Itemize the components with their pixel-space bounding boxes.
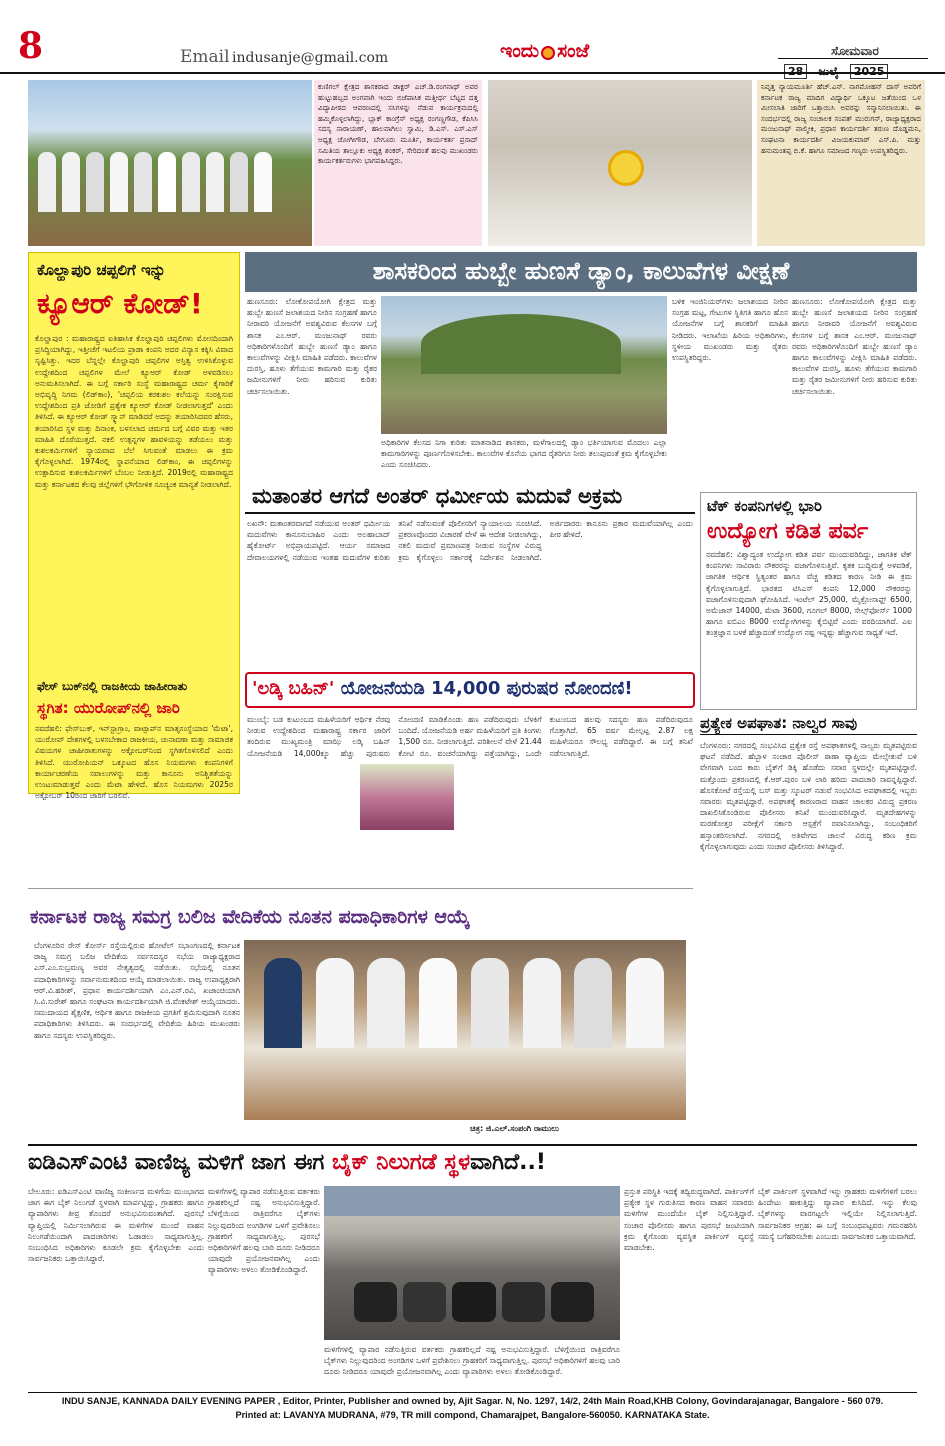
logo-sun-icon	[541, 46, 555, 60]
ladki-body: ಮುಂಬೈ: ಬಡ ಕುಟುಂಬದ ಮಹಿಳೆಯರಿಗೆ ಆರ್ಥಿಕ ನೆರವು ನೀಡುವ ಉದ್ದೇಶದಿಂದ ಮಹಾರಾಷ್ಟ್ರ ಸರ್ಕಾರ ಜಾರಿಗೆ ತಂದಿರುವ ಮುಖ್ಯಮಂತ್ರಿ ಮಾಝಿ ಲಡ್ಕಿ ಬಹಿನ್ ಯೋಜನೆಯಡಿ 14,000ಕ್ಕೂ ಹೆಚ್ಚು ಪುರುಷರು ನೋಂದಣಿ ಮಾಡಿಕೊಂಡು ಹಣ ಪಡೆದಿರುವುದು ಬೆಳಕಿಗೆ ಬಂದಿದೆ. ಯೋಜನೆಯಡಿ ಅರ್ಹ ಮಹಿಳೆಯರಿಗೆ ಪ್ರತಿ ತಿಂಗಳು 1,500 ರೂ. ನೀಡಲಾಗುತ್ತಿದೆ. ಪರಿಶೀಲನೆ ವೇಳೆ 21.44 ಕೋಟಿ ರೂ. ವಂಚನೆಯಾಗಿದ್ದು ಪತ್ತೆಯಾಗಿದ್ದು, ಒಂದೇ ಕುಟುಂಬದ ಹಲವು ಸದಸ್ಯರು ಹಣ ಪಡೆದಿರುವುದೂ ಗೊತ್ತಾಗಿದೆ. 65 ವರ್ಷ ಮೇಲ್ಪಟ್ಟ 2.87 ಲಕ್ಷ ಮಹಿಳೆಯರೂ ಸೌಲಭ್ಯ ಪಡೆದಿದ್ದಾರೆ. ಈ ಬಗ್ಗೆ ತನಿಖೆ ನಡೆಸಲಾಗುತ್ತಿದೆ.	[247, 715, 693, 758]
bottom-market-photo	[324, 1186, 620, 1340]
ladki-headline	[252, 678, 692, 699]
bottom-col3: ಮಳಿಗೆಗಳಲ್ಲಿ ವ್ಯಾಪಾರ ನಡೆಸುತ್ತಿರುವ ವರ್ತಕರು ಗ್ರಾಹಕರಿಲ್ಲದೆ ನಷ್ಟ ಅನುಭವಿಸುತ್ತಿದ್ದಾರೆ. ಬೆಳಿಗ್ಗೆಯಿಂದ ರಾತ್ರಿವರೆಗೂ ಬೈಕ್‌ಗಳು ನಿಲ್ಲುವುದರಿಂದ ಅಂಗಡಿಗಳ ಒಳಗೆ ಪ್ರವೇಶಿಸಲು ಗ್ರಾಹಕರಿಗೆ ಸಾಧ್ಯವಾಗುತ್ತಿಲ್ಲ. ಪುರಸಭೆ ಅಧಿಕಾರಿಗಳಿಗೆ ಹಲವು ಬಾರಿ ದೂರು ನೀಡಿದರೂ ಯಾವುದೇ ಪ್ರಯೋಜನವಾಗಿಲ್ಲ ಎಂದು ವ್ಯಾಪಾರಿಗಳು ಅಳಲು ತೋಡಿಕೊಂಡಿದ್ದಾರೆ.	[324, 1345, 620, 1377]
bottom-headline-b: ಬೈಕ್ ನಿಲುಗಡೆ ಸ್ಥಳ	[332, 1150, 471, 1175]
dam-body-col3: ಬಳಿಕ ಇಂಜಿನಿಯರ್‌ಗಳು ಜಲಾಶಯದ ನೀರಿನ ಸಂಗ್ರಹ ಮಟ್ಟ, ಗೇಟುಗಳ ಸ್ಥಿತಿಗತಿ ಹಾಗೂ ಹೊಸ ಯೋಜನೆಗಳ ಬಗ್ಗೆ ಶಾಸಕರಿಗೆ ಮಾಹಿತಿ ನೀಡಿದರು. ಇಲಾಖೆಯ ಹಿರಿಯ ಅಧಿಕಾರಿಗಳು, ಸ್ಥಳೀಯ ಮುಖಂಡರು ಮತ್ತು ರೈತರು ಉಪಸ್ಥಿತರಿದ್ದರು.	[672, 297, 788, 363]
dam-body-col1: ಹುಣಸೂರು: ಲೋಕೋಪಯೋಗಿ ಕ್ಷೇತ್ರದ ಮತ್ತು ಹುಬ್ಬೇ ಹುಣಸೆ ಜಲಾಶಯದ ನೀರಿನ ಸಂಗ್ರಹಣೆ ಹಾಗೂ ನೀರಾವರಿ ಯೋಜನೆಗೆ ಅವಶ್ಯವಿರುವ ಕೆಲಸಗಳ ಬಗ್ಗೆ ಶಾಸಕ ಎಂ.ಆರ್. ಮಂಜುನಾಥ್ ರವರು ಅಧಿಕಾರಿಗಳೊಂದಿಗೆ ಹುಬ್ಬೇ ಹುಣಸೆ ಡ್ಯಾಂ ಹಾಗೂ ಕಾಲುವೆಗಳನ್ನು ವೀಕ್ಷಿಸಿ ಮಾಹಿತಿ ಪಡೆದರು. ಕಾಲುವೆಗಳ ದುರಸ್ತಿ, ಹೂಳು ತೆಗೆಯುವ ಕಾಮಗಾರಿ ಮತ್ತು ರೈತರ ಜಮೀನುಗಳಿಗೆ ನೀರು ಹರಿಸುವ ಕುರಿತು ಚರ್ಚಿಸಲಾಯಿತು.	[247, 297, 377, 396]
masthead	[0, 0, 945, 72]
page-number: 8	[18, 25, 44, 67]
accident-headline: ಪ್ರತ್ಯೇಕ ಅಪಘಾತ: ನಾಲ್ವರ ಸಾವು	[700, 714, 858, 732]
felicitation-photo	[488, 80, 752, 246]
footer-printer: Printed at: LAVANYA MUDRANA, #79, TR mill compond, Chamarajpet, Bangalore-560050. KARNATAKA State.	[235, 1410, 710, 1420]
tech-kicker: ಟೆಕ್ ಕಂಪನಿಗಳಲ್ಲಿ ಭಾರಿ	[707, 497, 822, 515]
tech-story	[792, 296, 917, 492]
fb-ads-body: ನವದೆಹಲಿ: ಫೇಸ್‌ಬುಕ್, ಇನ್‌ಸ್ಟಾಗ್ರಾಂ, ವಾಟ್ಸಾಪ್‌ನ ಮಾತೃಸಂಸ್ಥೆಯಾದ 'ಮೆಟಾ', ಯುರೋಪ್ ದೇಶಗಳಲ್ಲಿ ಬಳಸಬೇಕಾದ ರಾಜಕೀಯ, ಚುನಾವಣಾ ಮತ್ತು ಸಾಮಾಜಿಕ ವಿಷಯಗಳ ಜಾಹೀರಾತುಗಳನ್ನು ಅಕ್ಟೋಬರ್‌ನಿಂದ ಸ್ಥಗಿತಗೊಳಿಸಲಿದೆ ಎಂದು ತಿಳಿಸಿದೆ. ಯುರೋಪಿಯನ್ ಒಕ್ಕೂಟದ ಹೊಸ ನಿಯಮಗಳು ಕಂಪನಿಗಳಿಗೆ ಕಾರ್ಯಾಚರಣೆಯ ಸವಾಲುಗಳನ್ನು ಮತ್ತು ಕಾನೂನು ಅನಿಶ್ಚಿತತೆಯನ್ನು ಉಂಟುಮಾಡುತ್ತವೆ ಎಂದು ಮೆಟಾ ಹೇಳಿದೆ. ಹೊಸ ನಿಯಮಗಳು 2025ರ ಅಕ್ಟೋಬರ್ 10ರಿಂದ ಜಾರಿಗೆ ಬರಲಿವೆ.	[35, 724, 233, 801]
bottom-col4: ಪ್ರಸ್ತುತ ಪರಿಸ್ಥಿತಿ ಇದಕ್ಕೆ ತದ್ವಿರುದ್ಧವಾಗಿದೆ. ಪಾರ್ಕಿಂಗ್‌ಗೆ ಪ್ರತ್ಯೇಕ ಸ್ಥಳ ಗುರುತಿಸದ ಕಾರಣ ವಾಹನ ಸವಾರರು ಮಳಿಗೆಗಳ ಮುಂದೆಯೇ ಬೈಕ್ ನಿಲ್ಲಿಸುತ್ತಿದ್ದಾರೆ. ಸಂಚಾರ ಪೊಲೀಸರು ಹಾಗೂ ಪುರಸಭೆ ಜಂಟಿಯಾಗಿ ಕ್ರಮ ಕೈಗೊಂಡು ವ್ಯವಸ್ಥಿತ ಪಾರ್ಕಿಂಗ್ ವ್ಯವಸ್ಥೆ ಮಾಡಬೇಕು.	[624, 1187, 754, 1253]
balija-photo-credit: ಚಿತ್ರ: ಜಿ.ಎಲ್.ಸಂಪಂಗಿ ರಾಮುಲು	[470, 1124, 559, 1133]
tech-layoffs-box	[700, 492, 917, 710]
kolhapuri-story	[28, 252, 240, 801]
kolhapuri-headline: ಕ್ಯೂಆರ್ ಕೋಡ್!	[37, 287, 203, 320]
weekday: ಸೋಮವಾರ	[831, 44, 879, 58]
balija-headline: ಕರ್ನಾಟಕ ರಾಜ್ಯ ಸಮಗ್ರ ಬಲಿಜ ವೇದಿಕೆಯ ನೂತನ ಪದಾಧಿಕಾರಿಗಳ ಆಯ್ಕೆ	[30, 906, 470, 928]
masthead-logo	[500, 40, 630, 70]
logo-text-right: ಸಂಜೆ	[557, 40, 590, 62]
marriage-body: ಲಖನೌ: ಮತಾಂತರವಾಗದೆ ನಡೆಯುವ ಅಂತರ್ ಧರ್ಮೀಯ ಮದುವೆಗಳು ಕಾನೂನುಬಾಹಿರ ಎಂದು ಅಲಹಾಬಾದ್ ಹೈಕೋರ್ಟ್ ಅಭಿಪ್ರಾಯಪಟ್ಟಿದೆ. ಆರ್ಯ ಸಮಾಜದ ದೇವಾಲಯಗಳಲ್ಲಿ ನಡೆಯುವ ಇಂತಹ ಮದುವೆಗಳ ಕುರಿತು ತನಿಖೆ ನಡೆಸುವಂತೆ ಪೊಲೀಸರಿಗೆ ನ್ಯಾಯಾಲಯ ಸೂಚಿಸಿದೆ. ಪ್ರಕರಣವೊಂದರ ವಿಚಾರಣೆ ವೇಳೆ ಈ ಆದೇಶ ನೀಡಲಾಗಿದ್ದು, ನಕಲಿ ಮದುವೆ ಪ್ರಮಾಣಪತ್ರ ನೀಡುವ ಸಂಸ್ಥೆಗಳ ವಿರುದ್ಧ ಕ್ರಮ ಕೈಗೊಳ್ಳಲು ಸರ್ಕಾರಕ್ಕೆ ನಿರ್ದೇಶನ ನೀಡಲಾಗಿದೆ. ಅರ್ಜಿದಾರರು ಕಾನೂನು ಪ್ರಕಾರ ಮದುವೆಯಾಗಿಲ್ಲ ಎಂದು ಪೀಠ ಹೇಳಿದೆ.	[247, 519, 693, 562]
dam-photo	[381, 296, 667, 434]
footer-imprint: INDU SANJE, KANNADA DAILY EVENING PAPER , Editor, Printer, Publisher and owned by, Ajit Sagar. N, No. 1297, 14/2, 24th Main Road,KHB Colony, Govindarajanagar, Bangalore - 560 079.	[61, 1396, 884, 1406]
bottom-headline-c: ವಾಗಿದೆ..!	[470, 1150, 546, 1175]
tech-body: ನವದೆಹಲಿ: ವಿಶ್ವಾದ್ಯಂತ ಉದ್ಯೋಗ ಕಡಿತ ಪರ್ವ ಮುಂದುವರಿದಿದ್ದು, ಜಾಗತಿಕ ಟೆಕ್ ಕಂಪನಿಗಳು ಸಾವಿರಾರು ನೌಕರರನ್ನು ವಜಾಗೊಳಿಸುತ್ತಿವೆ. ಕೃತಕ ಬುದ್ಧಿಮತ್ತೆ ಅಳವಡಿಕೆ, ಜಾಗತಿಕ ಆರ್ಥಿಕ ಸ್ಥಿತ್ಯಂತರ ಹಾಗೂ ವೆಚ್ಚ ಕಡಿತದ ಕಾರಣ ನೀಡಿ ಈ ಕ್ರಮ ಕೈಗೊಳ್ಳಲಾಗುತ್ತಿದೆ. ಭಾರತದ ಟಿಸಿಎಸ್ ಕಂಪನಿ 12,000 ನೌಕರರನ್ನು ವಜಾಗೊಳಿಸುವುದಾಗಿ ಘೋಷಿಸಿದೆ. ಇಂಟೆಲ್ 25,000, ಮೈಕ್ರೋಸಾಫ್ಟ್ 6500, ಅಮೆಜಾನ್ 14000, ಮೆಟಾ 3600, ಗೂಗಲ್ 8000, ಸೇಲ್ಸ್‌ಫೋರ್ಸ್ 1000 ಹಾಗೂ ಐಬಿಎಂ 8000 ಉದ್ಯೋಗಿಗಳನ್ನು ಕೈಬಿಟ್ಟಿವೆ ಎಂದು ವರದಿಯಾಗಿದೆ. ಎಐ ತಂತ್ರಜ್ಞಾನ ಬಳಕೆ ಹೆಚ್ಚಾದಂತೆ ಉದ್ಯೋಗ ನಷ್ಟ ಇನ್ನಷ್ಟು ಹೆಚ್ಚಾಗುವ ಸಾಧ್ಯತೆ ಇದೆ.	[706, 550, 912, 638]
tech-prelude: ಹುಣಸೂರು: ಲೋಕೋಪಯೋಗಿ ಕ್ಷೇತ್ರದ ಮತ್ತು ಹುಬ್ಬೇ ಹುಣಸೆ ಜಲಾಶಯದ ನೀರಿನ ಸಂಗ್ರಹಣೆ ಹಾಗೂ ನೀರಾವರಿ ಯೋಜನೆಗೆ ಅವಶ್ಯವಿರುವ ಕೆಲಸಗಳ ಬಗ್ಗೆ ಶಾಸಕ ಎಂ.ಆರ್. ಮಂಜುನಾಥ್ ರವರು ಅಧಿಕಾರಿಗಳೊಂದಿಗೆ ಹುಬ್ಬೇ ಹುಣಸೆ ಡ್ಯಾಂ ಹಾಗೂ ಕಾಲುವೆಗಳನ್ನು ವೀಕ್ಷಿಸಿ ಮಾಹಿತಿ ಪಡೆದರು. ಕಾಲುವೆಗಳ ದುರಸ್ತಿ, ಹೂಳು ತೆಗೆಯುವ ಕಾಮಗಾರಿ ಮತ್ತು ರೈತರ ಜಮೀನುಗಳಿಗೆ ನೀರು ಹರಿಸುವ ಕುರಿತು ಚರ್ಚಿಸಲಾಯಿತು.	[792, 297, 917, 396]
bottom-col2: ಮಳಿಗೆಗಳಲ್ಲಿ ವ್ಯಾಪಾರ ನಡೆಸುತ್ತಿರುವ ವರ್ತಕರು ಗ್ರಾಹಕರಿಲ್ಲದೆ ನಷ್ಟ ಅನುಭವಿಸುತ್ತಿದ್ದಾರೆ. ಬೆಳಿಗ್ಗೆಯಿಂದ ರಾತ್ರಿವರೆಗೂ ಬೈಕ್‌ಗಳು ನಿಲ್ಲುವುದರಿಂದ ಅಂಗಡಿಗಳ ಒಳಗೆ ಪ್ರವೇಶಿಸಲು ಗ್ರಾಹಕರಿಗೆ ಸಾಧ್ಯವಾಗುತ್ತಿಲ್ಲ. ಪುರಸಭೆ ಅಧಿಕಾರಿಗಳಿಗೆ ಹಲವು ಬಾರಿ ದೂರು ನೀಡಿದರೂ ಯಾವುದೇ ಪ್ರಯೋಜನವಾಗಿಲ್ಲ ಎಂದು ವ್ಯಾಪಾರಿಗಳು ಅಳಲು ತೋಡಿಕೊಂಡಿದ್ದಾರೆ.	[208, 1187, 320, 1275]
email-value[interactable]: indusanje@gmail.com	[232, 50, 389, 66]
bottom-col5: ಬೈಕ್ ಪಾರ್ಕಿಂಗ್ ಸ್ಥಳವಾಗಿದೆ ಇನ್ನು ಗ್ರಾಹಕರು ಮಳಿಗೆಗಳಿಗೆ ಬರಲು ಹಿಂದೇಟು ಹಾಕುತ್ತಿದ್ದು ವ್ಯಾಪಾರ ಕುಸಿದಿದೆ. ಇನ್ನು ಕೆಲವು ಬೈಕ್‌ಗಳನ್ನು ವಾರಗಟ್ಟಲೇ ಇಲ್ಲಿಯೇ ನಿಲ್ಲಿಸಲಾಗುತ್ತಿದೆ. ಸಾರ್ವಜನಿಕರ ಆಗ್ರಹ: ಈ ಬಗ್ಗೆ ಸಂಬಂಧಪಟ್ಟವರು ಗಮನಹರಿಸಿ ಸಮಸ್ಯೆ ಬಗೆಹರಿಸಬೇಕು ಎಂಬುದು ಸಾರ್ವಜನಿಕರ ಒತ್ತಾಯವಾಗಿದೆ.	[758, 1187, 917, 1241]
kolhapuri-body: ಕೊಲ್ಹಾಪುರ : ಮಹಾರಾಷ್ಟ್ರದ ಐತಿಹಾಸಿಕ ಕೊಲ್ಹಾಪುರಿ ಚಪ್ಪಲಿಗಳು ಮೋಸದಿಂದಾಗಿ ಪ್ರಸಿದ್ಧಿಯಾಗಿದ್ದು, ಇತ್ತೀಚೆಗೆ ಇಟಲಿಯ ಪ್ರಾಡಾ ಕಂಪನಿ ಅದರ ವಿನ್ಯಾಸ ಕಕ್ಕಿಸಿ ವಿವಾದ ಸೃಷ್ಟಿಸಿತ್ತು. ಇದರ ಬೆನ್ನಲ್ಲೇ ಕೊಲ್ಹಾಪುರಿ ಚಪ್ಪಲಿಗಳ ಅಸ್ತಿತ್ವ ಉಳಿಸಿಕೊಳ್ಳುವ ಉದ್ದೇಶದಿಂದ ಚಪ್ಪಲಿಗಳ ಮೇಲೆ ಕ್ಯೂಆರ್ ಕೋಡ್ ಅಳವಡಿಸಲು ಅನುಮತಿಸಲಾಗಿದೆ. ಈ ಬಗ್ಗೆ ಸರ್ಕಾರಿ ಸಂಸ್ಥೆ ಮಹಾರಾಷ್ಟ್ರದ ಚರ್ಮ ಕೈಗಾರಿಕೆ ಅಭಿವೃದ್ಧಿ ನಿಗಮ (ಲಿಡ್‌ಕಾಂ), 'ಚಪ್ಪಲಿಯ ಕರಕುಶಲ ಕಲೆಯನ್ನು ಸಂರಕ್ಷಿಸುವ ಉದ್ದೇಶದಿಂದ ಪ್ರತಿ ಜೋಡಿಗೆ ಪ್ರತ್ಯೇಕ ಕ್ಯೂಆರ್ ಕೋಡ್ ನೀಡಲಾಗುತ್ತದೆ' ಎಂದು ತಿಳಿಸಿದೆ. ಈ ಕ್ಯೂಆರ್ ಕೋಡ್ ಸ್ಕ್ಯಾನ್ ಮಾಡಿದರೆ ಅದನ್ನು ತಯಾರಿಸಿದವರ ಹೆಸರು, ತಯಾರಿಸಿದ ಸ್ಥಳ ಮತ್ತು ದಿನಾಂಕ, ಬಳಸಲಾದ ಚರ್ಮದ ಬಗ್ಗೆ ವಿವರ ಮತ್ತು ಇತರ ಮಾಹಿತಿ ದೊರೆಯುತ್ತದೆ. ನಕಲಿ ಉತ್ಪನ್ನಗಳ ಹಾವಳಿಯನ್ನು ತಡೆಯಲು ಮತ್ತು ಕುಶಲಕರ್ಮಿಗಳಿಗೆ ನ್ಯಾಯವಾದ ಬೆಲೆ ಸಿಗುವಂತೆ ಮಾಡಲು ಈ ಕ್ರಮ ಕೈಗೊಳ್ಳಲಾಗಿದೆ. 1974ರಲ್ಲಿ ಸ್ಥಾಪನೆಯಾದ ಲಿಡ್‌ಕಾಂ, ಈ ಚಪ್ಪಲಿಗಳನ್ನು ಉತ್ಪಾದಿಸುವ ಕುಶಲಕರ್ಮಿಗಳಿಗೆ ಬೆಂಬಲ ನೀಡುತ್ತಿದೆ. 2019ರಲ್ಲಿ ಮಹಾರಾಷ್ಟ್ರದ ಮತ್ತು ಕರ್ನಾಟಕದ ಕೆಲವು ಜಿಲ್ಲೆಗಳಿಗೆ ಭೌಗೋಳಿಕ ಸೂಚ್ಯಂಕ ಮಾನ್ಯತೆ ನೀಡಲಾಗಿದೆ.	[35, 334, 233, 489]
balija-group-photo	[244, 940, 686, 1120]
bottom-col1: ಬೇಲೂರು: ಐಡಿಎಸ್‌ಎಂಟಿ ವಾಣಿಜ್ಯ ಸಂಕೀರ್ಣದ ಮಳಿಗೆಯ ಮುಂಭಾಗದ ಜಾಗ ಈಗ ಬೈಕ್ ನಿಲುಗಡೆ ಸ್ಥಳವಾಗಿ ಮಾರ್ಪಟ್ಟಿದ್ದು, ಗ್ರಾಹಕರು ಹಾಗೂ ವ್ಯಾಪಾರಿಗಳು ತೀವ್ರ ತೊಂದರೆ ಅನುಭವಿಸುವಂತಾಗಿದೆ. ಪುರಸಭೆ ವ್ಯಾಪ್ತಿಯಲ್ಲಿ ನಿರ್ಮಿಸಲಾಗಿರುವ ಈ ಮಳಿಗೆಗಳ ಮುಂದೆ ವಾಹನ ನಿಲುಗಡೆಯಿಂದಾಗಿ ಪಾದಚಾರಿಗಳು ಓಡಾಡಲು ಸಾಧ್ಯವಾಗುತ್ತಿಲ್ಲ. ಸಂಬಂಧಿಸಿದ ಅಧಿಕಾರಿಗಳು ಕೂಡಲೇ ಕ್ರಮ ಕೈಗೊಳ್ಳಬೇಕು ಎಂದು ಸಾರ್ವಜನಿಕರು ಒತ್ತಾಯಿಸಿದ್ದಾರೆ.	[28, 1187, 204, 1264]
accident-body: ಬೆಂಗಳೂರು: ನಗರದಲ್ಲಿ ಸಂಭವಿಸಿದ ಪ್ರತ್ಯೇಕ ರಸ್ತೆ ಅಪಘಾತಗಳಲ್ಲಿ ನಾಲ್ವರು ಮೃತಪಟ್ಟಿರುವ ಘಟನೆ ನಡೆದಿದೆ. ಹೆಬ್ಬಾಳ ಸಂಚಾರ ಪೊಲೀಸ್ ಠಾಣಾ ವ್ಯಾಪ್ತಿಯ ಮೇಲ್ಸೇತುವೆ ಬಳಿ ವೇಗವಾಗಿ ಬಂದ ಕಾರು ಬೈಕ್‌ಗೆ ಡಿಕ್ಕಿ ಹೊಡೆದು ಸವಾರ ಸ್ಥಳದಲ್ಲೇ ಮೃತಪಟ್ಟಿದ್ದಾರೆ. ಮತ್ತೊಂದು ಪ್ರಕರಣದಲ್ಲಿ ಕೆ.ಆರ್.ಪುರಂ ಬಳಿ ಲಾರಿ ಹರಿದು ಪಾದಚಾರಿ ಸಾವನ್ನಪ್ಪಿದ್ದಾರೆ. ಹೊಸಕೋಟೆ ರಸ್ತೆಯಲ್ಲಿ ಬಸ್ ಮತ್ತು ಸ್ಕೂಟರ್ ನಡುವೆ ಸಂಭವಿಸಿದ ಅಪಘಾತದಲ್ಲಿ ಇಬ್ಬರು ಸವಾರರು ಮೃತಪಟ್ಟಿದ್ದಾರೆ. ಅಪಘಾತಕ್ಕೆ ಕಾರಣರಾದ ವಾಹನ ಚಾಲಕರ ವಿರುದ್ಧ ಪ್ರಕರಣ ದಾಖಲಿಸಿಕೊಂಡಿರುವ ಪೊಲೀಸರು ತನಿಖೆ ಮುಂದುವರಿಸಿದ್ದಾರೆ. ಮೃತದೇಹಗಳನ್ನು ಮರಣೋತ್ತರ ಪರೀಕ್ಷೆಗೆ ಸರ್ಕಾರಿ ಆಸ್ಪತ್ರೆಗೆ ರವಾನಿಸಲಾಗಿದ್ದು, ಸಂಬಂಧಿಕರಿಗೆ ಹಸ್ತಾಂತರಿಸಲಾಗಿದೆ. ನಗರದಲ್ಲಿ ಅತಿವೇಗದ ಚಾಲನೆ ವಿರುದ್ಧ ಕಠಿಣ ಕ್ರಮ ಕೈಗೊಳ್ಳಲಾಗುವುದು ಎಂದು ಸಂಚಾರ ಪೊಲೀಸರು ತಿಳಿಸಿದ್ದಾರೆ.	[700, 741, 917, 851]
bottom-headline-a: ಐಡಿಎಸ್‌ಎಂಟಿ ವಾಣಿಜ್ಯ ಮಳಿಗೆ ಜಾಗ ಈಗ	[28, 1150, 332, 1175]
balija-body: ಬೆಂಗಳೂರಿನ ರೇಸ್ ಕೋರ್ಸ್ ರಸ್ತೆಯಲ್ಲಿರುವ ಹೋಟೆಲ್ ಸಭಾಂಗಣದಲ್ಲಿ ಕರ್ನಾಟಕ ರಾಜ್ಯ ಸಮಗ್ರ ಬಲಿಜ ವೇದಿಕೆಯ ಸರ್ವಸದಸ್ಯರ ಸಭೆಯ ರಾಜ್ಯಾಧ್ಯಕ್ಷರಾದ ಎಸ್.ಎಂ.ಸುಬ್ರಮಣ್ಯ ಅವರ ನೇತೃತ್ವದಲ್ಲಿ ನಡೆಯಿತು. ಸಭೆಯಲ್ಲಿ ನೂತನ ಪದಾಧಿಕಾರಿಗಳನ್ನು ಸರ್ವಾನುಮತದಿಂದ ಆಯ್ಕೆ ಮಾಡಲಾಯಿತು. ರಾಜ್ಯ ಉಪಾಧ್ಯಕ್ಷರಾಗಿ ಆರ್.ವಿ.ಹರೀಶ್, ಪ್ರಧಾನ ಕಾರ್ಯದರ್ಶಿಯಾಗಿ ಎಂ.ಎನ್.ರವಿ, ಖಜಾಂಚಿಯಾಗಿ ಸಿ.ವಿ.ಸುರೇಶ್ ಹಾಗೂ ಸಂಘಟನಾ ಕಾರ್ಯದರ್ಶಿಯಾಗಿ ಜಿ.ವೆಂಕಟೇಶ್ ಆಯ್ಕೆಯಾದರು. ಸಮುದಾಯದ ಶೈಕ್ಷಣಿಕ, ಆರ್ಥಿಕ ಹಾಗೂ ರಾಜಕೀಯ ಪ್ರಗತಿಗೆ ಶ್ರಮಿಸುವುದಾಗಿ ನೂತನ ಪದಾಧಿಕಾರಿಗಳು ತಿಳಿಸಿದರು. ಈ ಸಂದರ್ಭದಲ್ಲಿ ವೇದಿಕೆಯ ಹಿರಿಯ ಮುಖಂಡರು ಹಾಗೂ ಸದಸ್ಯರು ಉಪಸ್ಥಿತರಿದ್ದರು.	[34, 941, 240, 1040]
fb-ads-headline: ಸ್ಥಗಿತ: ಯುರೋಪ್‌ನಲ್ಲಿ ಜಾರಿ	[37, 699, 180, 717]
tree-planting-caption: ಕುಣಿಗಲ್ ಕ್ಷೇತ್ರದ ಶಾಸಕರಾದ ಡಾಕ್ಟರ್ ಎಚ್.ಡಿ.ರಂಗನಾಥ್ ಅವರ ಹುಟ್ಟುಹಬ್ಬದ ಅಂಗವಾಗಿ ಇಂದು ಬಿಜೆಪಾಸಿಕ ಮತ್ತೀರ್ಥ ಬೆಟ್ಟದ ದತ್ತ ವಿದ್ಯಾಪೀಠದ ಆವರಣದಲ್ಲಿ ಸಸಿಗಳನ್ನು ನೆಡುವ ಕಾರ್ಯಕ್ರಮದಲ್ಲಿ ಹಮ್ಮಿಕೊಳ್ಳಲಾಗಿದ್ದು, ಬ್ಲಾಕ್ ಕಾಂಗ್ರೆಸ್ ಅಧ್ಯಕ್ಷ ರಂಗಣ್ಣಗೌಡ, ಕೆಪಿಸಿಸಿ ಸದಸ್ಯ ನಾರಾಯಣ್, ಹಾಲವಾಗಿಲು ಸ್ವಾಮಿ, ಡಿ.ಎಸ್. ಎಸ್.ಎಸ್ ಅಧ್ಯಕ್ಷ ಜೋಗೀಗೌಡ, ಬೇಗೂರು ಮೂರ್ತಿ, ಕಾರ್ಯಕರ್ತ ಪ್ರಸಾದ್ ಸಮಿತಿಯ ತಾಲ್ಲೂಕು ಅಧ್ಯಕ್ಷ ಶಂಕರ್, ಸೇರಿದಂತೆ ಹಲವು ಮುಖಂಡರು ಕಾರ್ಯಕರ್ತರುಗಳು ಭಾಗವಹಿಸಿದ್ದರು.	[314, 80, 482, 246]
bottom-headline	[28, 1150, 917, 1175]
tech-headline: ಉದ್ಯೋಗ ಕಡಿತ ಪರ್ವ	[707, 519, 869, 544]
ladki-headline-quote: 'ಲಡ್ಕಿ ಬಹಿನ್'	[252, 678, 335, 699]
kolhapuri-kicker: ಕೊಲ್ಹಾಪುರಿ ಚಪ್ಪಲಿಗೆ ಇನ್ನು	[37, 261, 166, 279]
ladki-photo	[360, 764, 454, 830]
dam-headline: ಶಾಸಕರಿಂದ ಹುಬ್ಬೇ ಹುಣಸೆ ಡ್ಯಾಂ, ಕಾಲುವೆಗಳ ವೀಕ್ಷಣೆ	[372, 257, 790, 285]
logo-text-left: ಇಂದು	[500, 40, 540, 62]
dam-body-col2: ಅಧಿಕಾರಿಗಳ ಕೆಲಸದ ನಿಗಾ ಕುರಿತು ಮಾತನಾಡಿದ ಶಾಸಕರು, ಮಳೆಗಾಲದಲ್ಲಿ ಡ್ಯಾಂ ಭರ್ತಿಯಾಗುವ ಮೊದಲು ಎಲ್ಲಾ ಕಾಮಗಾರಿಗಳನ್ನು ಪೂರ್ಣಗೊಳಿಸಬೇಕು. ಕಾಲುವೆಗಳ ಕೊನೆಯ ಭಾಗದ ರೈತರಿಗೂ ನೀರು ತಲುಪುವಂತೆ ಕ್ರಮ ಕೈಗೊಳ್ಳಬೇಕು ಎಂದು ಸೂಚಿಸಿದರು.	[381, 438, 667, 470]
marriage-headline: ಮತಾಂತರ ಆಗದೆ ಅಂತರ್ ಧರ್ಮೀಯ ಮದುವೆ ಅಕ್ರಮ	[252, 484, 623, 508]
felicitation-caption: ನಿವೃತ್ತ ನ್ಯಾಯಮೂರ್ತಿ ಹೆಚ್.ಎನ್. ನಾಗಮೋಹನ್ ದಾಸ್ ಅವರಿಗೆ ಕರ್ನಾಟಕ ರಾಜ್ಯ ಮಾದಿಗ ವಿದ್ಯಾರ್ಥಿ ಒಕ್ಕೂಟ ಜತೆಯಿಂದ ಒಳ ಮೀಸಲಾತಿ ಜಾರಿಗೆ ಒತ್ತಾಯಿಸಿ ಅವರನ್ನು ಸನ್ಮಾನಿಸಲಾಯಿತು. ಈ ಸಂದರ್ಭದಲ್ಲಿ ರಾಜ್ಯ ಸಂಚಾಲಕ ಸಂಪತ್ ಮುರುಗನ್, ರಾಜ್ಯಾಧ್ಯಕ್ಷರಾದ ಮಂಜುನಾಥ್ ವಾಲ್ಮೀಕಿ, ಪ್ರಧಾನ ಕಾರ್ಯದರ್ಶಿ ತರುಣ ದೊಡ್ಡಮನಿ, ಸಂಘಟನಾ ಕಾರ್ಯದರ್ಶಿ ವಿಜಯಕುಮಾರ್ ಎಸ್.ಪಿ. ಮತ್ತು ಹನುಮಂತಪ್ಪ ಬಿ.ಕೆ. ಹಾಗೂ ಸಮಾಜದ ಗಣ್ಯರು ಉಪಸ್ಥಿತರಿದ್ದರು.	[757, 80, 925, 246]
fb-ads-kicker: ಫೇಸ್ ಬುಕ್‌ನಲ್ಲಿ ರಾಜಕೀಯ ಜಾಹೀರಾತು	[37, 679, 188, 693]
email-label: Email	[180, 47, 230, 67]
tree-planting-photo	[28, 80, 312, 246]
ladki-headline-rest: ಯೋಜನೆಯಡಿ 14,000 ಪುರುಷರ ನೋಂದಣಿ!	[340, 678, 633, 699]
